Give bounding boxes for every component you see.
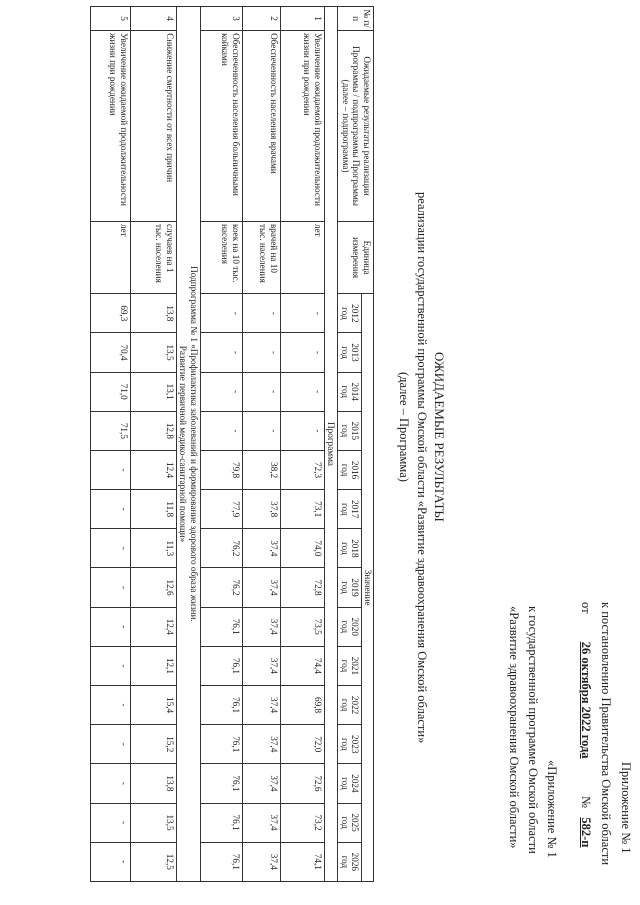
results-table: [90, 6, 374, 882]
row-value: -: [90, 842, 130, 881]
decree-number: 582-п: [579, 817, 593, 848]
year-header: [338, 764, 362, 803]
row-unit: коек на 10 тыс. населения: [200, 221, 242, 293]
row-value: -: [242, 372, 280, 411]
year-suffix: год: [339, 698, 350, 712]
appendix2-line1: к государственной программе Омской области: [526, 606, 540, 854]
table-row: [242, 7, 280, 882]
number-prefix: №: [579, 796, 593, 808]
row-value: 76,1: [200, 764, 242, 803]
row-value: 37,4: [242, 725, 280, 764]
year-header: [338, 529, 362, 568]
year-suffix: год: [339, 424, 350, 438]
table-row: [90, 7, 130, 882]
row-value: 12,6: [130, 568, 176, 607]
row-value: 13,8: [130, 294, 176, 333]
year-label: 2016: [350, 460, 361, 480]
year-header: [338, 490, 362, 529]
row-unit: лет: [90, 221, 130, 293]
row-value: -: [90, 725, 130, 764]
section-program: Программа: [324, 7, 338, 882]
row-value: 11,3: [130, 529, 176, 568]
row-value: 72,0: [280, 725, 324, 764]
row-number: 4: [130, 7, 176, 31]
row-value: -: [90, 646, 130, 685]
page-subtitle-2: (далее – Программа): [397, 372, 411, 482]
row-value: -: [90, 490, 130, 529]
row-value: 76,1: [200, 685, 242, 724]
year-label: 2015: [350, 421, 361, 441]
row-number: 3: [200, 7, 242, 31]
year-suffix: год: [339, 502, 350, 516]
row-value: 76,1: [200, 725, 242, 764]
row-name: Снижение смертности от всех причин: [130, 31, 176, 222]
year-suffix: год: [339, 659, 350, 673]
row-value: -: [90, 764, 130, 803]
row-value: 76,1: [200, 842, 242, 881]
row-value: 77,9: [200, 490, 242, 529]
row-value: 37,8: [242, 490, 280, 529]
row-value: 37,4: [242, 529, 280, 568]
row-value: 69,3: [90, 294, 130, 333]
document-page: [26, 2, 636, 882]
row-value: 12,5: [130, 842, 176, 881]
header-value: Значение: [362, 294, 374, 882]
year-header: [338, 411, 362, 450]
row-value: -: [90, 685, 130, 724]
date-prefix: от: [579, 602, 593, 614]
row-value: -: [200, 333, 242, 372]
year-suffix: год: [339, 307, 350, 320]
row-value: -: [90, 607, 130, 646]
row-value: 37,4: [242, 685, 280, 724]
year-label: 2012: [350, 304, 361, 323]
row-unit: лет: [280, 221, 324, 293]
row-value: 72,6: [280, 764, 324, 803]
row-value: 37,4: [242, 568, 280, 607]
row-name: Увеличение ожидаемой продолжительности жизни при рождении: [90, 31, 130, 222]
row-value: 74,1: [280, 842, 324, 881]
row-value: -: [280, 411, 324, 450]
row-unit: случаев на 1 тыс. населения: [130, 221, 176, 293]
row-value: 37,4: [242, 607, 280, 646]
year-suffix: год: [339, 542, 350, 555]
row-value: 38,2: [242, 450, 280, 489]
year-label: 2019: [350, 578, 361, 597]
row-value: 76,1: [200, 607, 242, 646]
year-header: [338, 646, 362, 685]
table-row: [280, 7, 324, 882]
year-header: [338, 294, 362, 333]
section-subprogram-1-line1: Подпрограмма № 1 «Профилактика заболеваний и формирование здорового образа жизни.: [188, 266, 199, 622]
year-header: [338, 333, 362, 372]
year-header: [338, 372, 362, 411]
row-value: 73,1: [280, 490, 324, 529]
year-suffix: год: [339, 346, 350, 359]
program-rows: [200, 7, 324, 882]
year-suffix: год: [339, 777, 350, 790]
table-row: [200, 7, 242, 882]
year-label: 2024: [350, 774, 361, 793]
year-header: [338, 685, 362, 724]
table-row: [130, 7, 176, 882]
row-value: -: [242, 333, 280, 372]
year-label: 2020: [350, 617, 361, 636]
row-value: -: [280, 333, 324, 372]
row-name: Увеличение ожидаемой продолжительности жизни при рождении: [280, 31, 324, 222]
appendix2-title: «Приложение № 1: [545, 760, 559, 858]
row-value: 74,0: [280, 529, 324, 568]
year-suffix: год: [339, 816, 350, 829]
year-suffix: год: [339, 581, 350, 594]
year-label: 2022: [350, 695, 361, 715]
row-value: 12,1: [130, 646, 176, 685]
row-value: 37,4: [242, 646, 280, 685]
year-label: 2014: [350, 382, 361, 401]
row-value: 76,1: [200, 646, 242, 685]
year-header: [338, 842, 362, 881]
year-suffix: год: [339, 385, 350, 398]
row-value: 72,8: [280, 568, 324, 607]
header-unit: Единица измерения: [338, 221, 374, 293]
section-row: [324, 7, 338, 882]
year-header: [338, 607, 362, 646]
row-value: 72,3: [280, 450, 324, 489]
year-suffix: год: [339, 737, 350, 751]
row-value: 15,2: [130, 725, 176, 764]
section-subprogram-1-line2: Развитие первичной медико-санитарной помощи»: [178, 345, 189, 543]
appendix2-line2: «Развитие здравоохранения Омской области»: [507, 606, 521, 849]
row-value: 37,4: [242, 803, 280, 842]
row-value: 13,8: [130, 764, 176, 803]
page-subtitle: реализации государственной программы Омской области «Развитие здравоохранения Омской области»: [415, 192, 429, 744]
row-value: 76,2: [200, 529, 242, 568]
row-value: 12,4: [130, 450, 176, 489]
row-number: 5: [90, 7, 130, 31]
decree-date: 26 октября 2022 года: [579, 641, 593, 759]
row-value: 71,0: [90, 372, 130, 411]
row-value: -: [90, 803, 130, 842]
row-value: 13,5: [130, 333, 176, 372]
header-name: Ожидаемые результаты реализации Программы / подпрограммы Программы (далее – подпрограмма): [338, 31, 374, 222]
year-label: 2013: [350, 343, 361, 362]
row-value: 70,4: [90, 333, 130, 372]
year-header: [338, 450, 362, 489]
year-header: [338, 725, 362, 764]
year-header: [338, 803, 362, 842]
section-subprogram-1: [176, 7, 200, 882]
row-value: 37,4: [242, 842, 280, 881]
row-value: 12,8: [130, 411, 176, 450]
appendix-decree-line: к постановлению Правительства Омской области: [599, 602, 613, 866]
row-value: 11,8: [130, 490, 176, 529]
row-value: -: [200, 411, 242, 450]
row-value: 15,4: [130, 685, 176, 724]
row-value: -: [90, 450, 130, 489]
row-value: 69,8: [280, 685, 324, 724]
year-header: [338, 568, 362, 607]
row-name: Обеспеченность населения больничными койками: [200, 31, 242, 222]
row-value: -: [200, 372, 242, 411]
table-header-row: [362, 7, 374, 882]
year-suffix: год: [339, 463, 350, 477]
row-value: -: [90, 529, 130, 568]
year-suffix: год: [339, 620, 350, 633]
subprogram-rows: [90, 7, 176, 882]
row-value: 79,8: [200, 450, 242, 489]
appendix-title: Приложение № 1: [619, 762, 633, 854]
row-number: 1: [280, 7, 324, 31]
page-title: ОЖИДАЕМЫЕ РЕЗУЛЬТАТЫ: [432, 352, 447, 522]
row-value: 13,5: [130, 803, 176, 842]
year-label: 2025: [350, 813, 361, 832]
row-value: 71,5: [90, 411, 130, 450]
year-label: 2017: [350, 500, 361, 519]
row-value: 73,5: [280, 607, 324, 646]
appendix-date-line: [578, 602, 592, 847]
row-value: -: [90, 568, 130, 607]
row-value: -: [242, 411, 280, 450]
row-value: 13,1: [130, 372, 176, 411]
row-value: -: [242, 294, 280, 333]
year-suffix: год: [339, 855, 350, 869]
year-label: 2021: [350, 656, 361, 676]
header-num: № п/п: [338, 7, 374, 31]
year-label: 2026: [350, 852, 361, 872]
row-number: 2: [242, 7, 280, 31]
row-unit: врачей на 10 тыс. населения: [242, 221, 280, 293]
row-value: 37,4: [242, 764, 280, 803]
row-value: 74,4: [280, 646, 324, 685]
row-name: Обеспеченность населения врачами: [242, 31, 280, 222]
row-value: 76,2: [200, 568, 242, 607]
row-value: -: [280, 294, 324, 333]
row-value: -: [200, 294, 242, 333]
row-value: 73,2: [280, 803, 324, 842]
year-label: 2023: [350, 735, 361, 754]
row-value: -: [280, 372, 324, 411]
row-value: 76,1: [200, 803, 242, 842]
row-value: 12,4: [130, 607, 176, 646]
year-label: 2018: [350, 539, 361, 558]
section-row: [176, 7, 200, 882]
